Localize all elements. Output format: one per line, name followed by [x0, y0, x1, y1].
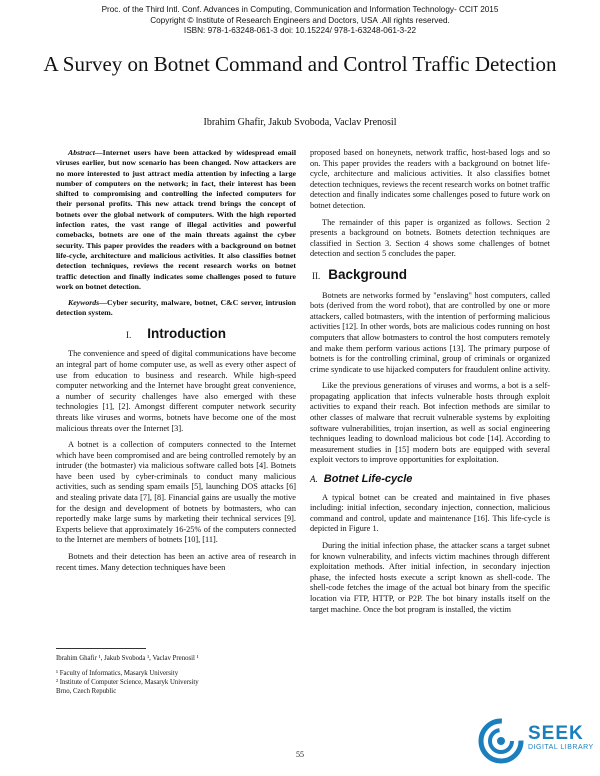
footnote-rule	[56, 648, 146, 649]
left-column	[56, 148, 296, 579]
paragraph: Like the previous generations of viruses and worms, a bot is a self-propagating application that infects vulnerable hosts through exploit activities to expand their reach. Bot infection methods are similar to other classes of malware that recruit vulnerable systems by exploiting software vulnerabilities, trojan insertion, as well as social engineering techniques leading to download malicious bot code [14]. According to measurement studies in [15] modern bots are equipped with several exploit vectors to improve opportunities for exploitation.	[310, 381, 550, 465]
abstract-text: Internet users have been attacked by widespread email viruses earlier, but now scenario has been changed. Now attackers are no more interested to just attract media attention by infecting a large number of computers on the network; in fact, their interest has been shifted to compromising and controlling the infected computers for their personal profits. This new attack trend brings the concept of botnets over the global network of computers. With the high reported infection rates, the vast range of illegal activities and powerful comebacks, botnets are one of the main threats against the cyber security. This paper provides the readers with a background on botnet life-cycle, architecture and malicious activities. It also classifies botnet detection techniques, reviews the recent research works on botnet traffic detection and finally indicates some challenges posed to future work on botnet detection.	[56, 148, 296, 291]
section-title: Introduction	[147, 325, 226, 341]
footnote-affiliation-1: ¹ Faculty of Informatics, Masaryk University	[56, 670, 179, 677]
paragraph: The remainder of this paper is organized as follows. Section 2 presents a background on botnets. Botnets detection techniques are classified in Section 3. Section 4 shows some challenges of botnet detection and section 5 concludes the paper.	[310, 217, 550, 259]
footnote-affiliation-2: ² Institute of Computer Science, Masaryk University	[56, 679, 199, 686]
paragraph: Botnets and their detection has been an active area of research in recent times. Many detection techniques have been	[56, 552, 296, 572]
logo-subtitle: DIGITAL LIBRARY	[528, 744, 594, 751]
abstract-label: Abstract—	[68, 148, 103, 157]
keywords-text: Cyber security, malware, botnet, C&C server, intrusion detection system.	[56, 298, 296, 318]
section-number: I.	[126, 329, 132, 340]
subsection-title: Botnet Life-cycle	[323, 473, 413, 486]
right-column	[310, 148, 550, 621]
footnote-city: Brno, Czech Republic	[56, 688, 117, 695]
header-isbn: ISBN: 978-1-63248-061-3 doi: 10.15224/ 978-1-63248-061-3-22	[183, 26, 417, 35]
paragraph: proposed based on honeynets, network traffic, host-based logs and so on. This paper provides the readers with a background on botnet life-cycle, architecture and malicious activities. It also classifies botnet detection techniques, reviews the recent research works on botnet traffic detection and finally indicates some challenges posed to future work on botnet detection.	[310, 148, 550, 210]
paragraph: During the initial infection phase, the attacker scans a target subnet for known vulnerability, and infects victim machines through different exploitation methods. After initial infection, in secondary injection phase, the infected hosts execute a script known as shell-code. The shell-code fetches the image of the actual bot binary from the specific location via FTP, HTTP, or P2P. The bot binary installs itself on the target machine. Once the bot program is installed, the victim	[310, 541, 550, 614]
seek-logo	[528, 724, 594, 752]
keywords	[56, 298, 296, 319]
paragraph: The convenience and speed of digital communications have become an integral part of home computer use, as well as every other aspect of use from education to business and research. While high-speed computer networking and the Internet have brought great convenience, a number of security challenges have also emerged with these technologies [1], [2]. Amongst different computer network security threats like viruses and worms, botnets have become one of the most malicious threats over the Internet [3].	[56, 349, 296, 433]
section-heading-background	[312, 266, 550, 282]
paper-title: A Survey on Botnet Command and Control Traffic Detection	[43, 52, 557, 76]
header-proceedings: Proc. of the Third Intl. Conf. Advances in Computing, Communication and Information Technology- CCIT 2015	[101, 5, 499, 14]
paragraph: A typical botnet can be created and maintained in five phases including: initial infection, secondary injection, connection, malicious command and control, update and maintenance [16]. This life-cycle is depicted in Figure 1.	[310, 492, 550, 534]
header-copyright: Copyright © Institute of Research Engineers and Doctors, USA .All rights reserved.	[150, 15, 450, 25]
abstract	[56, 148, 296, 292]
page-number: 55	[296, 750, 304, 759]
paper-authors: Ibrahim Ghafir, Jakub Svoboda, Vaclav Prenosil	[203, 117, 397, 128]
running-header	[0, 5, 600, 37]
section-title: Background	[328, 266, 408, 282]
logo-name: SEEK	[528, 723, 584, 744]
section-heading-introduction	[56, 325, 296, 341]
paragraph: A botnet is a collection of computers connected to the Internet which have been compromised and are being controlled remotely by an intruder (the botmaster) via malicious software called bots [4]. Botnets have been used by cyber-criminals to conduct many malicious activities, such as sending spam emails [5], launching DOS attacks [6] and stealing private data [7], [8]. Financial gains are usually the motive for the design and development of botnets by botmasters, who can reportedly make large sums by marketing their technical services [9]. Experts believe that approximately 16-25% of the computers connected to the Internet are members of botnets [10], [11].	[56, 440, 296, 545]
footnote-authors: Ibrahim Ghafir ¹, Jakub Svoboda ¹, Vaclav Prenosil ¹	[56, 655, 199, 662]
footnotes	[56, 654, 296, 696]
keywords-label: Keywords—	[68, 298, 107, 308]
subsection-heading-lifecycle	[310, 474, 550, 485]
paragraph: Botnets are networks formed by "enslaving" host computers, called bots (derived from the word robot), that are controlled by one or more attackers, called botmasters, with the intention of performing malicious activities [12]. In other words, bots are malicious codes running on host computers that allow botmasters to control the host computers remotely and make them perform various actions [13]. The primary purpose of botnets is for the controlling criminal, group of criminals or organized crime syndicate to use hijacked computers for fraudulent online activity.	[310, 290, 550, 374]
subsection-number: A.	[310, 474, 318, 485]
section-number: II.	[312, 270, 321, 281]
